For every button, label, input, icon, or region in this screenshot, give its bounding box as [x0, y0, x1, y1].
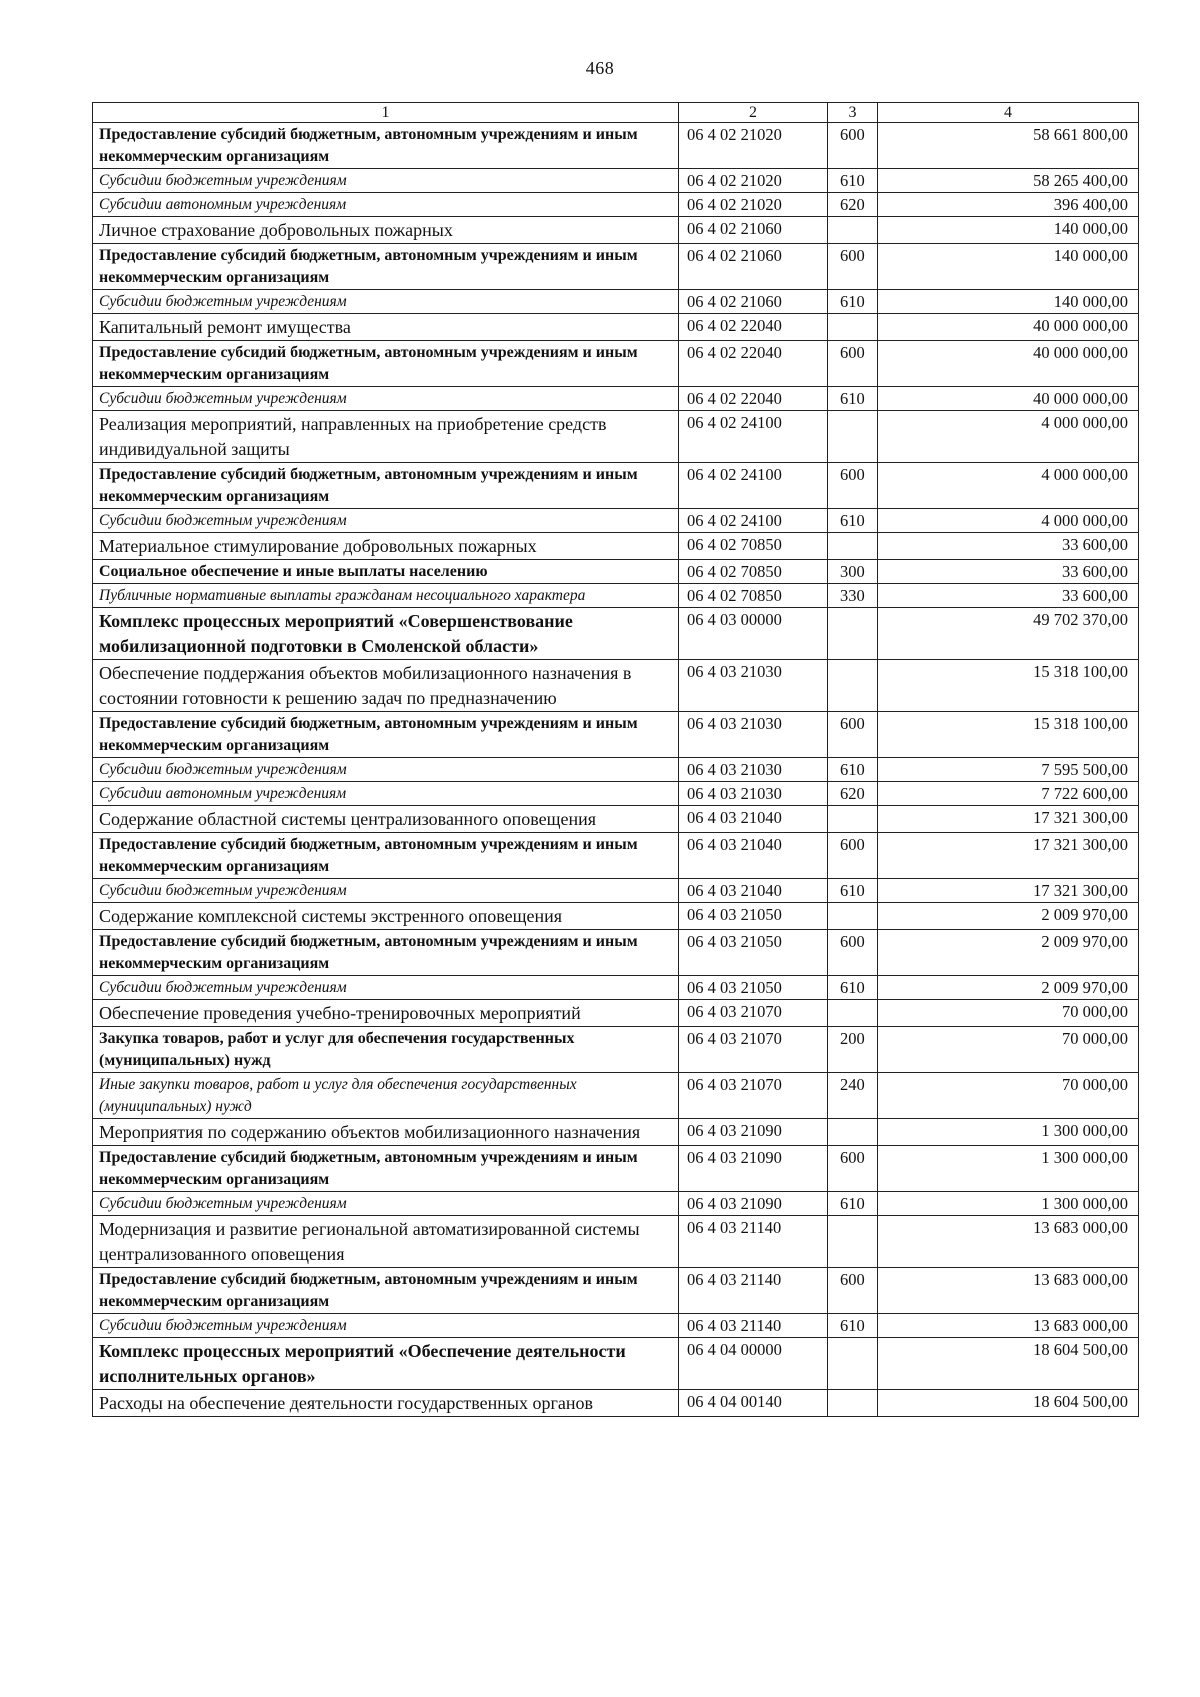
- row-name: Иные закупки товаров, работ и услуг для обеспечения государственных (муниципальных) нужд: [93, 1073, 679, 1119]
- row-type: 600: [828, 341, 878, 387]
- row-type: [828, 533, 878, 560]
- row-type: 600: [828, 712, 878, 758]
- table-row: [93, 560, 1139, 584]
- table-row: [93, 341, 1139, 387]
- row-code: 06 4 02 22040: [679, 341, 828, 387]
- row-sum: 7 595 500,00: [878, 758, 1139, 782]
- row-type: [828, 314, 878, 341]
- row-sum: 49 702 370,00: [878, 608, 1139, 660]
- row-name: Предоставление субсидий бюджетным, автономным учреждениям и иным некоммерческим организациям: [93, 1268, 679, 1314]
- table-row: [93, 533, 1139, 560]
- row-code: 06 4 02 70850: [679, 533, 828, 560]
- row-sum: 2 009 970,00: [878, 903, 1139, 930]
- table-row: [93, 712, 1139, 758]
- row-name: Капитальный ремонт имущества: [93, 314, 679, 341]
- row-code: 06 4 03 21040: [679, 879, 828, 903]
- row-name: Предоставление субсидий бюджетным, автономным учреждениям и иным некоммерческим организациям: [93, 712, 679, 758]
- table-row: [93, 660, 1139, 712]
- table-row: [93, 1146, 1139, 1192]
- table-row: [93, 290, 1139, 314]
- table-body: [93, 123, 1139, 1417]
- row-code: 06 4 04 00140: [679, 1390, 828, 1417]
- row-sum: 17 321 300,00: [878, 833, 1139, 879]
- row-name: Расходы на обеспечение деятельности государственных органов: [93, 1390, 679, 1417]
- row-type: [828, 1119, 878, 1146]
- table-header-row: [93, 103, 1139, 123]
- row-name: Реализация мероприятий, направленных на приобретение средств индивидуальной защиты: [93, 411, 679, 463]
- table-row: [93, 193, 1139, 217]
- row-code: 06 4 02 21060: [679, 244, 828, 290]
- row-code: 06 4 02 21020: [679, 193, 828, 217]
- row-type: [828, 1216, 878, 1268]
- row-sum: 70 000,00: [878, 1000, 1139, 1027]
- row-code: 06 4 02 24100: [679, 463, 828, 509]
- row-name: Субсидии бюджетным учреждениям: [93, 976, 679, 1000]
- row-name: Личное страхование добровольных пожарных: [93, 217, 679, 244]
- row-type: 610: [828, 879, 878, 903]
- row-name: Субсидии бюджетным учреждениям: [93, 879, 679, 903]
- table-row: [93, 411, 1139, 463]
- row-type: 610: [828, 1314, 878, 1338]
- row-name: Субсидии бюджетным учреждениям: [93, 290, 679, 314]
- row-name: Публичные нормативные выплаты гражданам несоциального характера: [93, 584, 679, 608]
- row-name: Субсидии бюджетным учреждениям: [93, 387, 679, 411]
- row-sum: 2 009 970,00: [878, 976, 1139, 1000]
- row-code: 06 4 03 21140: [679, 1216, 828, 1268]
- row-code: 06 4 03 21030: [679, 782, 828, 806]
- row-code: 06 4 02 22040: [679, 314, 828, 341]
- row-sum: 70 000,00: [878, 1073, 1139, 1119]
- row-type: 240: [828, 1073, 878, 1119]
- row-code: 06 4 02 21060: [679, 217, 828, 244]
- row-name: Обеспечение поддержания объектов мобилизационного назначения в состоянии готовности к решению задач по предназначению: [93, 660, 679, 712]
- row-sum: 17 321 300,00: [878, 879, 1139, 903]
- row-code: 06 4 03 21090: [679, 1146, 828, 1192]
- row-code: 06 4 03 21050: [679, 903, 828, 930]
- table-row: [93, 244, 1139, 290]
- row-name: Содержание комплексной системы экстренного оповещения: [93, 903, 679, 930]
- row-type: 600: [828, 1268, 878, 1314]
- table-row: [93, 806, 1139, 833]
- row-type: 610: [828, 387, 878, 411]
- row-type: [828, 660, 878, 712]
- row-code: 06 4 03 21140: [679, 1268, 828, 1314]
- row-sum: 4 000 000,00: [878, 411, 1139, 463]
- header-cell-3: 3: [828, 103, 878, 123]
- row-sum: 140 000,00: [878, 244, 1139, 290]
- table-row: [93, 1314, 1139, 1338]
- row-sum: 13 683 000,00: [878, 1216, 1139, 1268]
- table-row: [93, 1390, 1139, 1417]
- row-sum: 1 300 000,00: [878, 1192, 1139, 1216]
- row-code: 06 4 02 24100: [679, 509, 828, 533]
- table-row: [93, 1338, 1139, 1390]
- row-sum: 33 600,00: [878, 584, 1139, 608]
- row-sum: 58 265 400,00: [878, 169, 1139, 193]
- row-type: [828, 1390, 878, 1417]
- table-row: [93, 1027, 1139, 1073]
- row-sum: 1 300 000,00: [878, 1146, 1139, 1192]
- table-row: [93, 1192, 1139, 1216]
- row-name: Предоставление субсидий бюджетным, автономным учреждениям и иным некоммерческим организациям: [93, 1146, 679, 1192]
- row-sum: 70 000,00: [878, 1027, 1139, 1073]
- table-row: [93, 1073, 1139, 1119]
- row-sum: 18 604 500,00: [878, 1338, 1139, 1390]
- table-row: [93, 509, 1139, 533]
- table-row: [93, 169, 1139, 193]
- header-cell-4: 4: [878, 103, 1139, 123]
- row-sum: 17 321 300,00: [878, 806, 1139, 833]
- row-code: 06 4 03 21030: [679, 660, 828, 712]
- row-sum: 40 000 000,00: [878, 387, 1139, 411]
- row-type: 620: [828, 193, 878, 217]
- row-name: Модернизация и развитие региональной автоматизированной системы централизованного оповещения: [93, 1216, 679, 1268]
- row-sum: 4 000 000,00: [878, 509, 1139, 533]
- row-name: Предоставление субсидий бюджетным, автономным учреждениям и иным некоммерческим организациям: [93, 463, 679, 509]
- table-row: [93, 903, 1139, 930]
- row-type: 600: [828, 463, 878, 509]
- row-code: 06 4 03 21140: [679, 1314, 828, 1338]
- row-type: 600: [828, 244, 878, 290]
- row-sum: 7 722 600,00: [878, 782, 1139, 806]
- table-row: [93, 782, 1139, 806]
- row-type: 620: [828, 782, 878, 806]
- row-type: 600: [828, 930, 878, 976]
- row-sum: 40 000 000,00: [878, 341, 1139, 387]
- row-sum: 396 400,00: [878, 193, 1139, 217]
- row-name: Предоставление субсидий бюджетным, автономным учреждениям и иным некоммерческим организациям: [93, 341, 679, 387]
- row-type: [828, 217, 878, 244]
- row-sum: 15 318 100,00: [878, 712, 1139, 758]
- row-name: Закупка товаров, работ и услуг для обеспечения государственных (муниципальных) нужд: [93, 1027, 679, 1073]
- table-row: [93, 758, 1139, 782]
- row-name: Комплекс процессных мероприятий «Совершенствование мобилизационной подготовки в Смоленской области»: [93, 608, 679, 660]
- row-type: 610: [828, 758, 878, 782]
- row-code: 06 4 02 24100: [679, 411, 828, 463]
- header-cell-2: 2: [679, 103, 828, 123]
- table-row: [93, 217, 1139, 244]
- row-name: Субсидии бюджетным учреждениям: [93, 1192, 679, 1216]
- row-sum: 140 000,00: [878, 217, 1139, 244]
- row-code: 06 4 02 22040: [679, 387, 828, 411]
- row-code: 06 4 03 21050: [679, 930, 828, 976]
- row-code: 06 4 02 21020: [679, 169, 828, 193]
- row-code: 06 4 03 21090: [679, 1119, 828, 1146]
- table-row: [93, 833, 1139, 879]
- row-sum: 18 604 500,00: [878, 1390, 1139, 1417]
- row-type: 200: [828, 1027, 878, 1073]
- row-type: [828, 1338, 878, 1390]
- row-name: Субсидии автономным учреждениям: [93, 782, 679, 806]
- table-row: [93, 1000, 1139, 1027]
- row-code: 06 4 03 21070: [679, 1027, 828, 1073]
- row-sum: 33 600,00: [878, 560, 1139, 584]
- row-type: 610: [828, 509, 878, 533]
- row-type: [828, 1000, 878, 1027]
- row-sum: 58 661 800,00: [878, 123, 1139, 169]
- row-type: 610: [828, 1192, 878, 1216]
- budget-table: [92, 102, 1139, 1417]
- row-code: 06 4 03 21050: [679, 976, 828, 1000]
- row-name: Предоставление субсидий бюджетным, автономным учреждениям и иным некоммерческим организациям: [93, 930, 679, 976]
- row-code: 06 4 03 21030: [679, 712, 828, 758]
- row-code: 06 4 03 21030: [679, 758, 828, 782]
- row-name: Субсидии бюджетным учреждениям: [93, 1314, 679, 1338]
- row-name: Предоставление субсидий бюджетным, автономным учреждениям и иным некоммерческим организациям: [93, 123, 679, 169]
- row-name: Обеспечение проведения учебно-тренировочных мероприятий: [93, 1000, 679, 1027]
- header-cell-1: 1: [93, 103, 679, 123]
- page-number: 468: [585, 58, 615, 78]
- row-type: 610: [828, 169, 878, 193]
- row-code: 06 4 02 70850: [679, 560, 828, 584]
- row-type: 330: [828, 584, 878, 608]
- row-code: 06 4 02 21060: [679, 290, 828, 314]
- table-row: [93, 1216, 1139, 1268]
- row-sum: 13 683 000,00: [878, 1314, 1139, 1338]
- row-type: 610: [828, 290, 878, 314]
- table-row: [93, 608, 1139, 660]
- row-sum: 1 300 000,00: [878, 1119, 1139, 1146]
- row-name: Субсидии бюджетным учреждениям: [93, 509, 679, 533]
- row-code: 06 4 03 21070: [679, 1073, 828, 1119]
- row-code: 06 4 02 21020: [679, 123, 828, 169]
- table-row: [93, 584, 1139, 608]
- row-type: 600: [828, 1146, 878, 1192]
- row-code: 06 4 02 70850: [679, 584, 828, 608]
- row-sum: 40 000 000,00: [878, 314, 1139, 341]
- row-name: Комплекс процессных мероприятий «Обеспечение деятельности исполнительных органов»: [93, 1338, 679, 1390]
- table-row: [93, 976, 1139, 1000]
- row-type: 610: [828, 976, 878, 1000]
- row-type: [828, 608, 878, 660]
- row-name: Субсидии бюджетным учреждениям: [93, 169, 679, 193]
- row-name: Материальное стимулирование добровольных пожарных: [93, 533, 679, 560]
- row-name: Субсидии автономным учреждениям: [93, 193, 679, 217]
- row-type: 600: [828, 123, 878, 169]
- row-name: Содержание областной системы централизованного оповещения: [93, 806, 679, 833]
- row-name: Субсидии бюджетным учреждениям: [93, 758, 679, 782]
- row-code: 06 4 03 21040: [679, 806, 828, 833]
- table-row: [93, 463, 1139, 509]
- row-type: [828, 903, 878, 930]
- row-code: 06 4 03 21040: [679, 833, 828, 879]
- row-sum: 33 600,00: [878, 533, 1139, 560]
- row-code: 06 4 03 21070: [679, 1000, 828, 1027]
- row-name: Предоставление субсидий бюджетным, автономным учреждениям и иным некоммерческим организациям: [93, 833, 679, 879]
- row-sum: 4 000 000,00: [878, 463, 1139, 509]
- row-sum: 2 009 970,00: [878, 930, 1139, 976]
- row-sum: 13 683 000,00: [878, 1268, 1139, 1314]
- table-row: [93, 879, 1139, 903]
- row-sum: 140 000,00: [878, 290, 1139, 314]
- row-type: 300: [828, 560, 878, 584]
- row-name: Предоставление субсидий бюджетным, автономным учреждениям и иным некоммерческим организациям: [93, 244, 679, 290]
- row-name: Социальное обеспечение и иные выплаты населению: [93, 560, 679, 584]
- row-code: 06 4 03 21090: [679, 1192, 828, 1216]
- row-type: 600: [828, 833, 878, 879]
- row-type: [828, 411, 878, 463]
- table-row: [93, 1119, 1139, 1146]
- row-code: 06 4 04 00000: [679, 1338, 828, 1390]
- table-row: [93, 387, 1139, 411]
- row-sum: 15 318 100,00: [878, 660, 1139, 712]
- table-row: [93, 314, 1139, 341]
- row-code: 06 4 03 00000: [679, 608, 828, 660]
- table-row: [93, 930, 1139, 976]
- row-type: [828, 806, 878, 833]
- table-row: [93, 123, 1139, 169]
- table-row: [93, 1268, 1139, 1314]
- row-name: Мероприятия по содержанию объектов мобилизационного назначения: [93, 1119, 679, 1146]
